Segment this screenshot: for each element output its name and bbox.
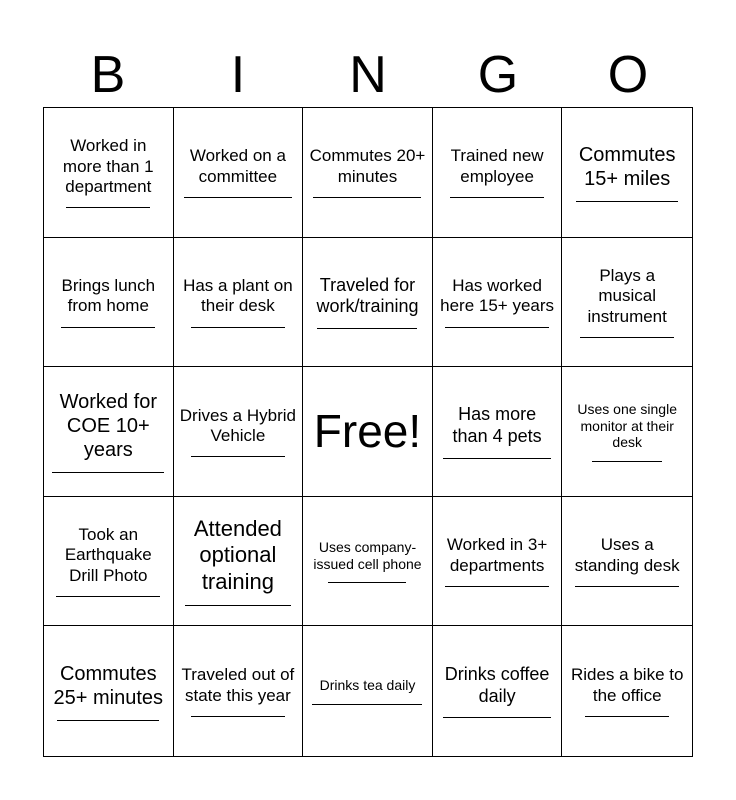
signature-line	[576, 201, 678, 202]
bingo-cell-text: Has more than 4 pets	[452, 404, 542, 446]
bingo-cell	[433, 367, 563, 497]
free-space-label: Free!	[313, 404, 422, 457]
bingo-cell-text: Brings lunch from home	[61, 276, 156, 316]
bingo-cell-text: Traveled for work/training	[316, 274, 419, 317]
bingo-cell	[44, 367, 174, 497]
bingo-cell	[562, 497, 692, 627]
free-space-cell	[303, 367, 433, 497]
bingo-cell-text: Trained new employee	[450, 146, 544, 186]
bingo-cell	[562, 108, 692, 238]
bingo-cell-text: Drinks coffee daily	[444, 664, 550, 706]
signature-line	[57, 720, 159, 721]
bingo-cell	[44, 108, 174, 238]
bingo-cell	[433, 108, 563, 238]
signature-line	[450, 197, 544, 198]
signature-line	[56, 596, 160, 597]
bingo-grid	[43, 107, 693, 757]
bingo-cell	[174, 626, 304, 756]
bingo-cell-text: Drives a Hybrid Vehicle	[179, 405, 296, 445]
bingo-cell-text: Worked on a committee	[189, 146, 286, 186]
bingo-cell	[433, 238, 563, 368]
header-letter-i: I	[230, 46, 246, 104]
bingo-cell-text: Attended optional training	[193, 516, 282, 594]
bingo-cell-text: Plays a musical instrument	[587, 265, 667, 326]
header-letter-g: G	[477, 46, 519, 104]
signature-line	[191, 716, 285, 717]
signature-line	[61, 327, 155, 328]
bingo-cell	[44, 238, 174, 368]
bingo-cell	[174, 497, 304, 627]
signature-line	[592, 461, 662, 462]
bingo-cell-text: Has a plant on their desk	[183, 276, 293, 316]
bingo-cell-text: Uses a standing desk	[574, 535, 680, 575]
header-letter-o: O	[607, 46, 649, 104]
bingo-cell-text: Traveled out of state this year	[181, 665, 295, 705]
bingo-cell	[562, 367, 692, 497]
signature-line	[445, 586, 549, 587]
signature-line	[443, 458, 551, 459]
signature-line	[580, 337, 674, 338]
bingo-cell-text: Uses company-issued cell phone	[313, 538, 422, 572]
signature-line	[328, 582, 406, 583]
bingo-cell	[174, 367, 304, 497]
bingo-cell-text: Worked in more than 1 department	[62, 136, 154, 196]
bingo-cell	[303, 238, 433, 368]
signature-line	[52, 472, 164, 473]
bingo-cell	[174, 108, 304, 238]
bingo-cell-text: Worked in 3+ departments	[446, 535, 548, 575]
bingo-cell-text: Commutes 20+ minutes	[309, 146, 426, 186]
bingo-cell	[44, 626, 174, 756]
bingo-cell	[174, 238, 304, 368]
signature-line	[445, 327, 549, 328]
signature-line	[191, 327, 285, 328]
signature-line	[317, 328, 417, 329]
bingo-cell	[303, 626, 433, 756]
signature-line	[575, 586, 679, 587]
bingo-cell-text: Worked for COE 10+ years	[59, 390, 158, 461]
signature-line	[585, 716, 669, 717]
header-letter-b: B	[90, 46, 126, 104]
bingo-cell-text: Took an Earthquake Drill Photo	[64, 525, 152, 585]
bingo-cell	[303, 497, 433, 627]
bingo-cell-text: Has worked here 15+ years	[440, 276, 555, 316]
bingo-cell	[562, 238, 692, 368]
signature-line	[313, 197, 421, 198]
signature-line	[443, 717, 551, 718]
bingo-cell-text: Drinks tea daily	[319, 677, 416, 694]
signature-line	[66, 207, 150, 208]
signature-line	[185, 605, 291, 606]
bingo-cell-text: Uses one single monitor at their desk	[577, 400, 677, 451]
bingo-cell-text: Commutes 25+ minutes	[53, 662, 164, 709]
bingo-cell	[433, 497, 563, 627]
bingo-cell-text: Rides a bike to the office	[570, 665, 684, 705]
bingo-cell-text: Commutes 15+ miles	[578, 143, 676, 190]
bingo-cell	[562, 626, 692, 756]
signature-line	[184, 197, 292, 198]
bingo-cell	[303, 108, 433, 238]
bingo-cell	[44, 497, 174, 627]
bingo-cell	[433, 626, 563, 756]
signature-line	[191, 456, 285, 457]
header-letter-n: N	[349, 46, 387, 104]
signature-line	[312, 704, 422, 705]
bingo-header	[43, 44, 693, 106]
